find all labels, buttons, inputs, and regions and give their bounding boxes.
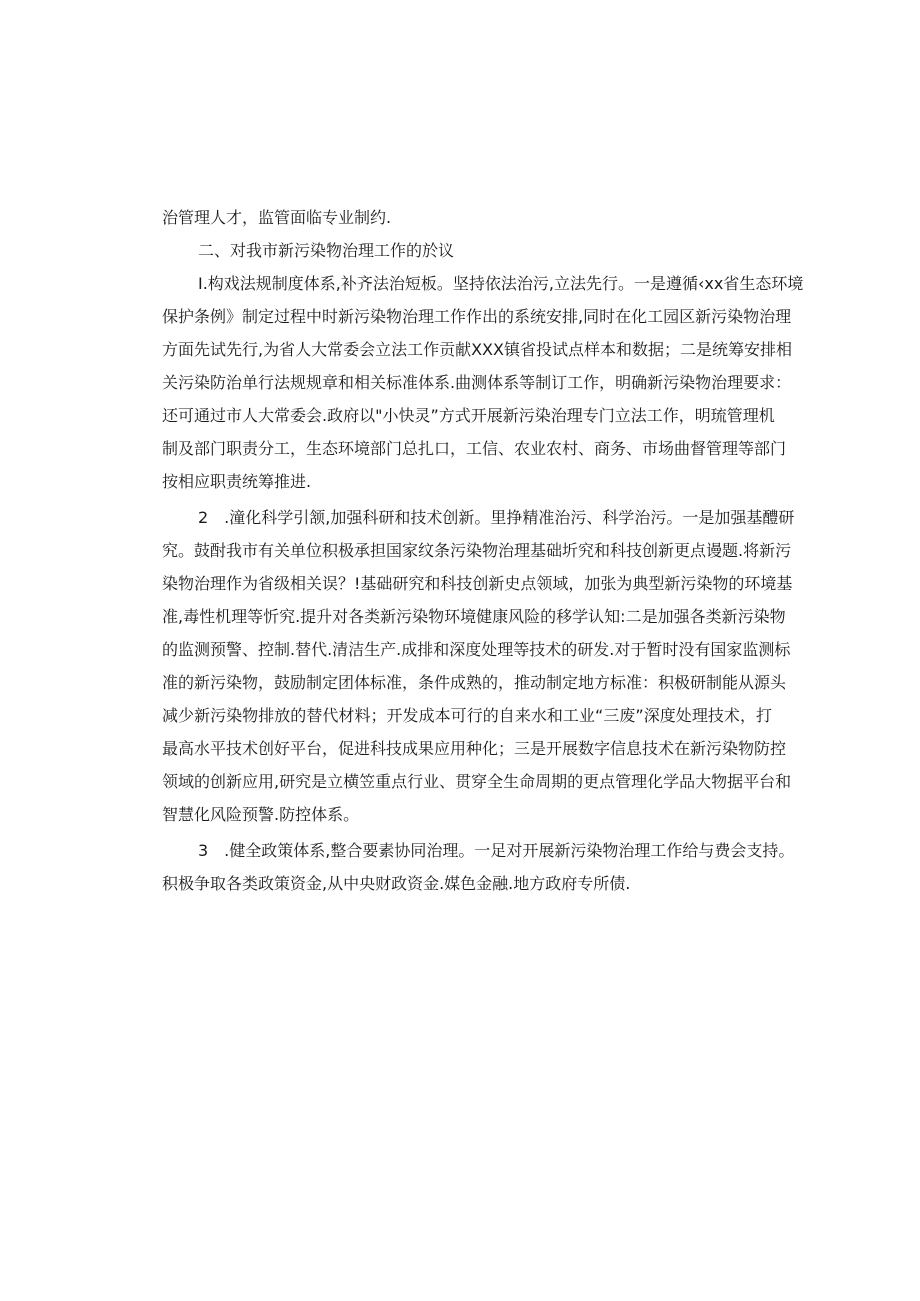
document-line: 减少新污染物排放的替代材料；开发成本可行的自来水和工业“三废”深度处理技术，打 bbox=[162, 706, 772, 725]
document-line: 制及部门职责分工，生态环境部门总扎口，工信、农业农村、商务、市场曲督管理等部门 bbox=[162, 439, 787, 458]
document-body bbox=[162, 201, 804, 900]
document-line: 准的新污染物，鼓励制定团体标准，条件成熟的，推动制定地方标准：积极研制能从源头 bbox=[162, 673, 787, 692]
document-line: 智慧化风险预警.防控体系。 bbox=[162, 805, 360, 824]
document-line: 积极争取各类政策资金,从中央财政资金.媒色金融.地方政府专所债. bbox=[162, 874, 631, 893]
document-line: 按相应职责统筹推进. bbox=[162, 472, 312, 491]
document-line: 方面先试先行,为省人大常委会立法工作贡献XXX镇省投试点样本和数据；二是统筹安排相 bbox=[162, 340, 792, 359]
document-line: I.构戏法规制度体系,补齐法治短板。坚持依法治污,立法先行。一是遵循‹xx省生态环境 bbox=[198, 274, 804, 293]
document-line: 治管理人才，监管面临专业制约. bbox=[162, 208, 392, 227]
document-line: 最高水平技术创好平台，促进科技成果应用种化；三是开展数字信息技术在新污染物防控 bbox=[162, 739, 787, 758]
document-line: 领域的创新应用,研究是立横笠重点行业、贯穿全生命周期的更点管理化学品大物据平台和 bbox=[162, 772, 792, 791]
document-page bbox=[162, 201, 804, 900]
document-line: 2 .潼化科学引颔,加强科研和技术创新。里挣精准治污、科学治污。一是加强基醴研 bbox=[198, 508, 795, 527]
document-line: 还可通过市人大常委会.政府以"小快灵”方式开展新污染治理专门立法工作，明琉管理机 bbox=[162, 406, 775, 425]
document-line: 的监测预警、控制.替代.清洁生产.成排和深度处理等技术的研发.对于暂时没有国家监测标 bbox=[162, 640, 791, 659]
document-line: 二、对我市新污染物治理工作的於议 bbox=[198, 241, 455, 260]
document-line: 染物治理作为省级相关误？!基础研究和科技创新史点领域，加张为典型新污染物的环境基 bbox=[162, 574, 793, 593]
document-line: 关污染防治单行法规规章和相关标准体系.曲测体系等制订工作，明确新污染物治理要求： bbox=[162, 373, 792, 392]
document-line: 保护条例》制定过程中时新污染物治理工作作出的系统安排,同时在化工园区新污染物治理 bbox=[162, 307, 792, 326]
document-line: 3 .健全政策体系,整合要素协同治理。一足对开展新污染物治理工作给与费会支持。 bbox=[198, 841, 795, 860]
document-line: 究。鼓酎我市有关单位积极承担国家纹条污染物治理基础圻究和科技创新更点谩题.将新污 bbox=[162, 541, 792, 560]
document-line: 准,毒性机理等忻究.提升对各类新污染物环境健康风险的移学认知:二是加强各类新污染物 bbox=[162, 607, 786, 626]
